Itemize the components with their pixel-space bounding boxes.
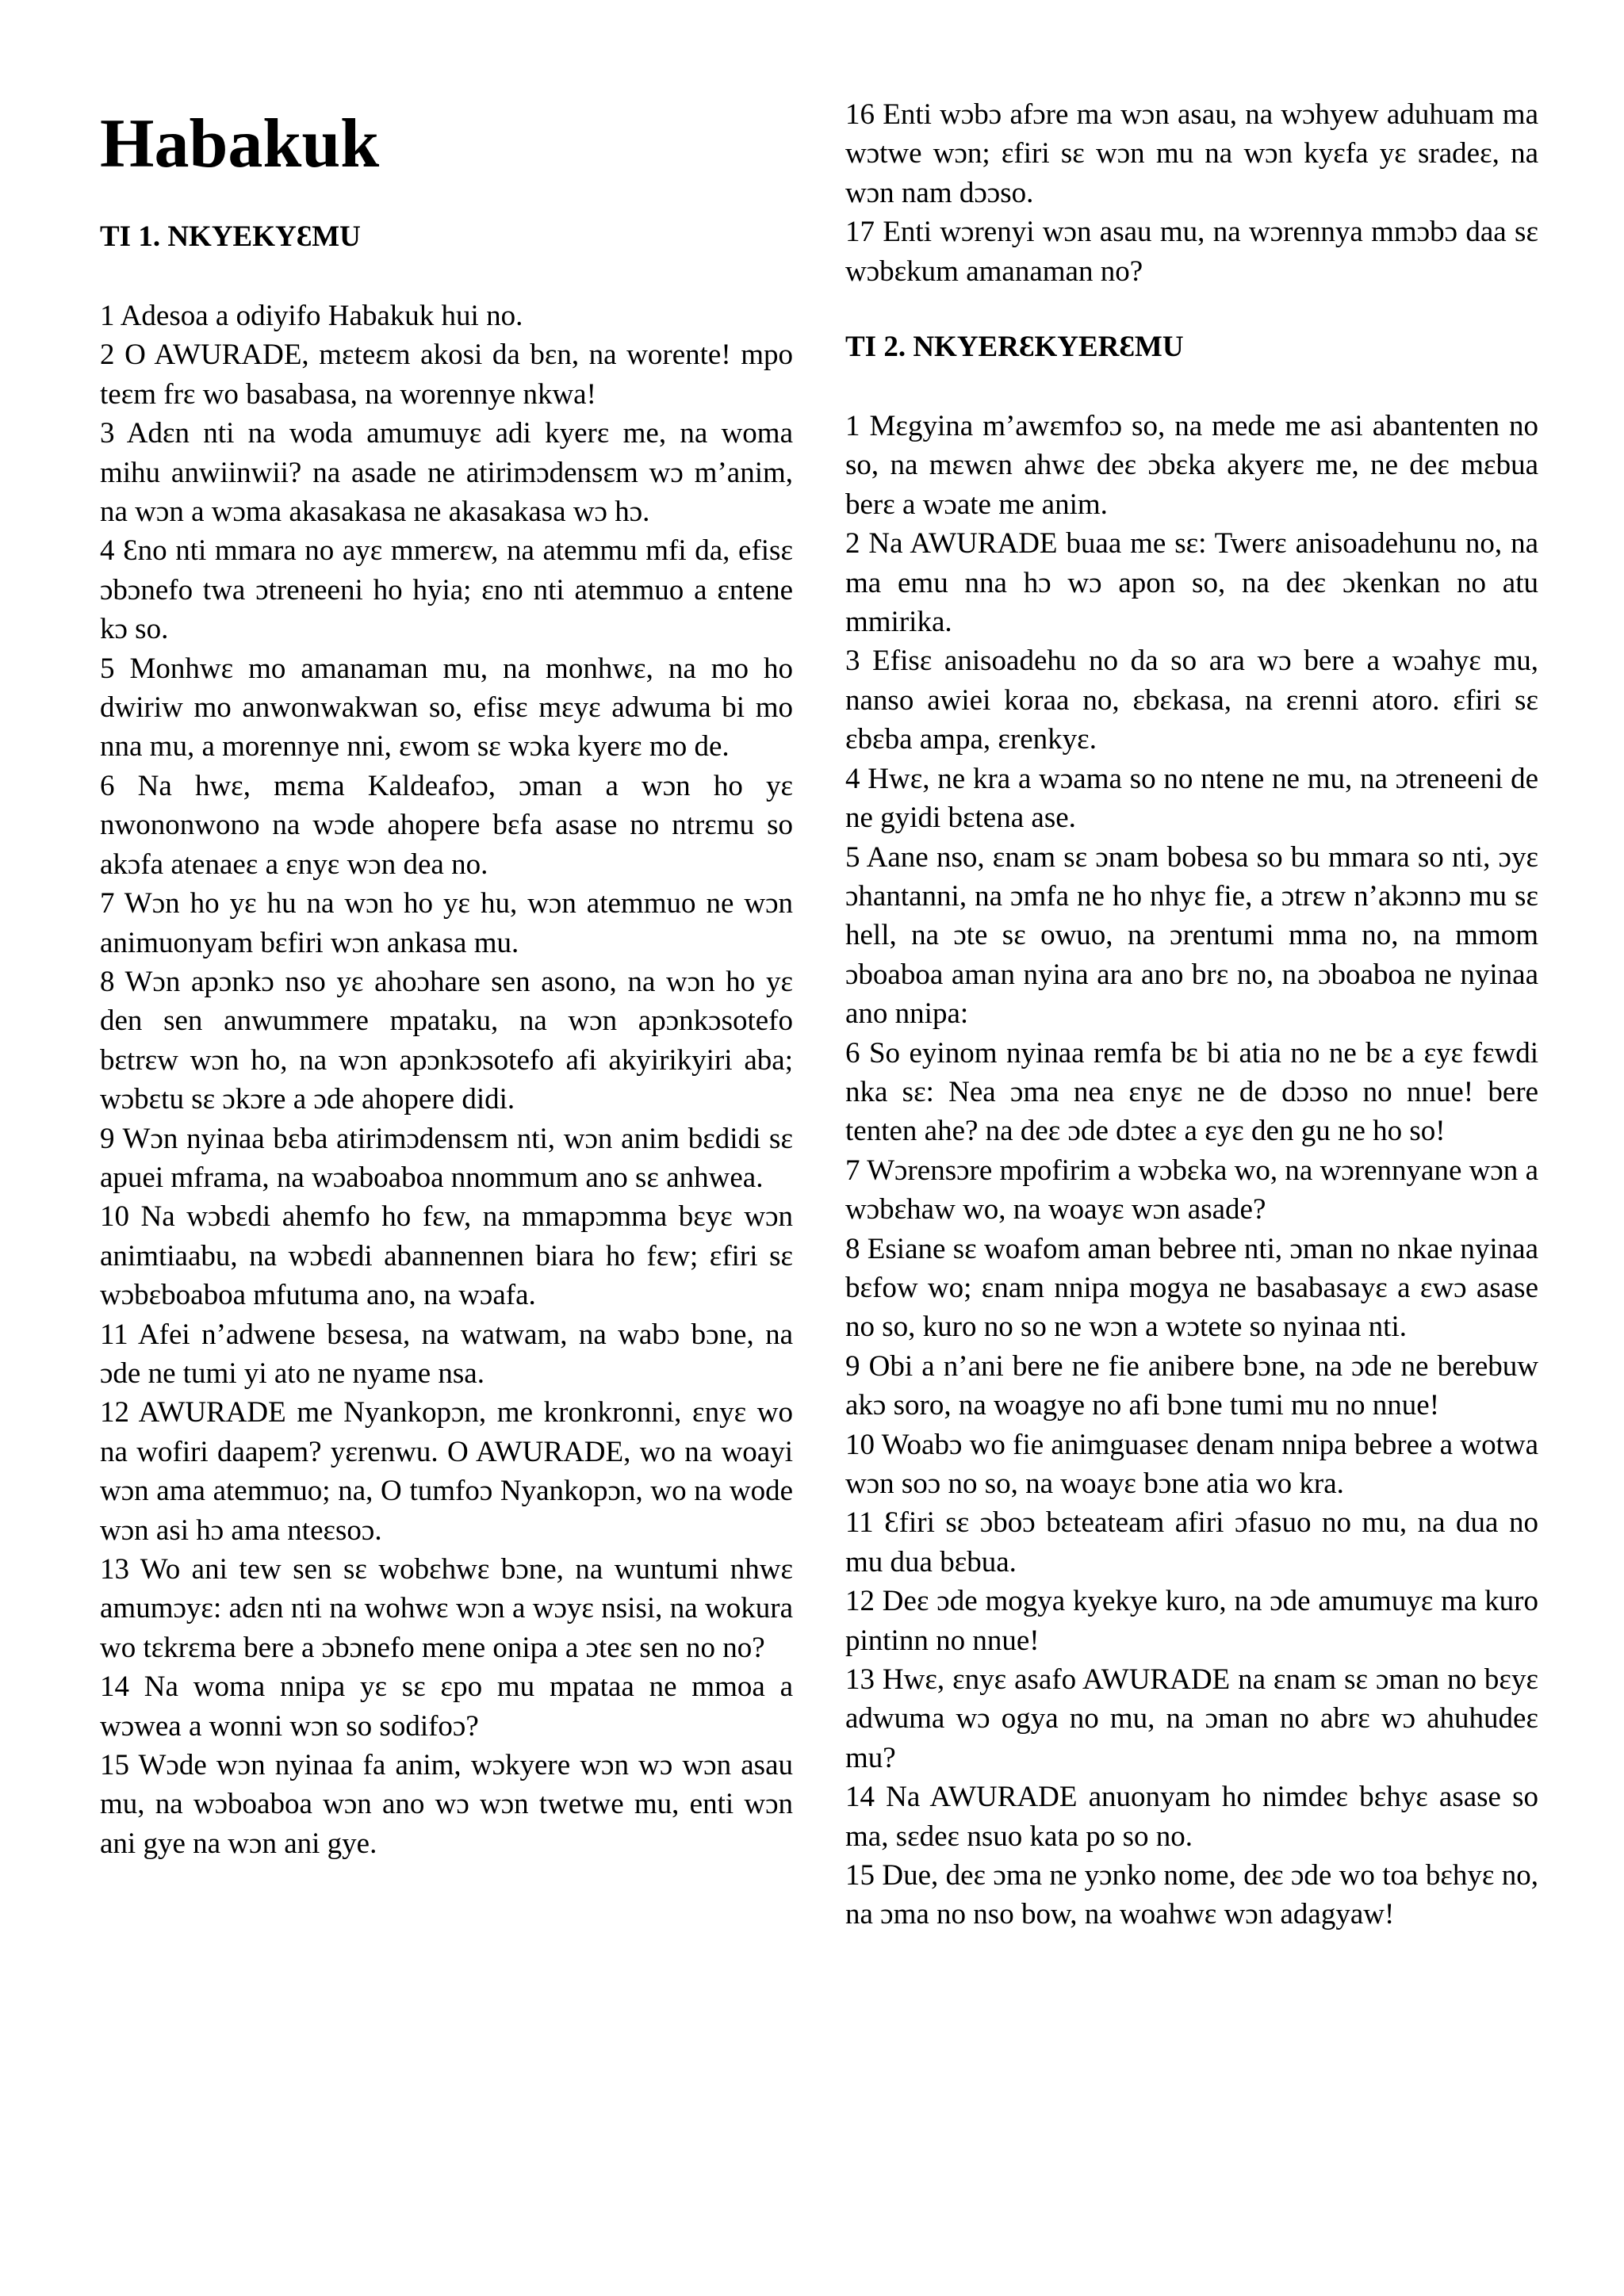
verse: 1 Mɛgyina m’awɛmfoɔ so, na mede me asi abantenten no so, na mɛwɛn ahwɛ deɛ ɔbɛka akyerɛ me, ne deɛ mɛbua berɛ a wɔate me anim.	[845, 410, 1538, 521]
verse: 15 Due, deɛ ɔma ne yɔnko nome, deɛ ɔde wo toa bɛhyɛ no, na ɔma no nso bow, na woahwɛ wɔn adagyaw!	[845, 1859, 1538, 1931]
verse: 2 Na AWURADE buaa me sɛ: Twerɛ anisoadehunu no, na ma emu nna hɔ wɔ apon so, na deɛ ɔkenkan no atu mmirika.	[845, 527, 1538, 639]
verse: 15 Wɔde wɔn nyinaa fa anim, wɔkyere wɔn wɔ wɔn asau mu, na wɔboaboa wɔn ano wɔ wɔn twetwe mu, enti wɔn ani gye na wɔn ani gye.	[100, 1749, 793, 1860]
verse: 10 Na wɔbɛdi ahemfo ho fɛw, na mmapɔmma bɛyɛ wɔn animtiaabu, na wɔbɛdi abannennen biara ho fɛw; ɛfiri sɛ wɔbɛboaboa mfutuma ano, na wɔafa.	[100, 1200, 793, 1312]
verse: 12 AWURADE me Nyankopɔn, me kronkronni, ɛnyɛ wo na wofiri daapem? yɛrenwu. O AWURADE, wo na woayi wɔn ama atemmuo; na, O tumfoɔ Nyankopɔn, wo na wode wɔn asi hɔ ama nteɛsoɔ.	[100, 1396, 793, 1547]
verse: 13 Hwɛ, ɛnyɛ asafo AWURADE na ɛnam sɛ ɔman no bɛyɛ adwuma wɔ ogya no mu, na ɔman no abrɛ wɔ ahuhudeɛ mu?	[845, 1663, 1538, 1774]
verse: 14 Na AWURADE anuonyam ho nimdeɛ bɛhyɛ asase so ma, sɛdeɛ nsuo kata po so no.	[845, 1781, 1538, 1853]
verse: 4 Hwɛ, ne kra a wɔama so no ntene ne mu, na ɔtreneeni de ne gyidi bɛtena ase.	[845, 762, 1538, 835]
verse: 8 Wɔn apɔnkɔ nso yɛ ahoɔhare sen asono, na wɔn ho yɛ den sen anwummere mpataku, na wɔn apɔnkɔsotefo bɛtrɛw wɔn ho, na wɔn apɔnkɔsotefo afi akyirikyiri aba; wɔbɛtu sɛ ɔkɔre a ɔde ahopere didi.	[100, 965, 793, 1116]
verse: 7 Wɔrensɔre mpofirim a wɔbɛka wo, na wɔrennyane wɔn a wɔbɛhaw wo, na woayɛ wɔn asade?	[845, 1154, 1538, 1226]
verse: 9 Obi a n’ani bere ne fie anibere bɔne, na ɔde ne berebuw akɔ soro, na woagye no afi bɔne tumi mu no nnue!	[845, 1349, 1538, 1422]
verse: 10 Woabɔ wo fie animguaseɛ denam nnipa bebree a wotwa wɔn soɔ no so, na woayɛ bɔne atia wo kra.	[845, 1428, 1538, 1500]
verse: 4 Ɛno nti mmara no ayɛ mmerɛw, na atemmu mfi da, efisɛ ɔbɔnefo twa ɔtreneeni ho hyia; ɛno nti atemmuo a ɛntene kɔ so.	[100, 534, 793, 646]
verse: 16 Enti wɔbɔ afɔre ma wɔn asau, na wɔhyew aduhuam ma wɔtwe wɔn; ɛfiri sɛ wɔn mu na wɔn kyɛfa yɛ sradeɛ, na wɔn nam dɔɔso.	[845, 98, 1538, 209]
verse: 5 Aane nso, ɛnam sɛ ɔnam bobesa so bu mmara so nti, ɔyɛ ɔhantanni, na ɔmfa ne ho nhyɛ fie, a ɔtrɛw n’akɔnnɔ mu sɛ hell, na ɔte sɛ owuo, na ɔrentumi mma no, na mmom ɔboaboa aman nyina ara ano brɛ no, na ɔboaboa ne nyinaa ano nnipa:	[845, 840, 1538, 1031]
verse: 12 Deɛ ɔde mogya kyekye kuro, na ɔde amumuyɛ ma kuro pintinn no nnue!	[845, 1585, 1538, 1657]
verse: 17 Enti wɔrenyi wɔn asau mu, na wɔrennya mmɔbɔ daa sɛ wɔbɛkum amanaman no?	[845, 216, 1538, 288]
verse: 14 Na woma nnipa yɛ sɛ ɛpo mu mpataa ne mmoa a wɔwea a wonni wɔn so sodifoɔ?	[100, 1670, 793, 1743]
verse: 5 Monhwɛ mo amanaman mu, na monhwɛ, na mo ho dwiriw mo anwonwakwan so, efisɛ mɛyɛ adwuma bi mo nna mu, a morennye nni, ɛwom sɛ wɔka kyerɛ mo de.	[100, 652, 793, 763]
verse: 9 Wɔn nyinaa bɛba atirimɔdensɛm nti, wɔn anim bɛdidi sɛ apuei mframa, na wɔaboaboa nnommum ano sɛ anhwea.	[100, 1122, 793, 1194]
left-column	[100, 95, 793, 1863]
verse: 8 Esiane sɛ woafom aman bebree nti, ɔman no nkae nyinaa bɛfow wo; ɛnam nnipa mogya ne basabasayɛ a ɛwɔ asase no so, kuro no so ne wɔn a wɔtete so nyinaa nti.	[845, 1232, 1538, 1344]
chapter-2-heading: TI 2. NKYERƐKYERƐMU	[845, 331, 1184, 364]
verse: 7 Wɔn ho yɛ hu na wɔn ho yɛ hu, wɔn atemmuo ne wɔn animuonyam bɛfiri wɔn ankasa mu.	[100, 887, 793, 959]
verse: 6 Na hwɛ, mɛma Kaldeafoɔ, ɔman a wɔn ho yɛ nwononwono na wɔde ahopere bɛfa asase no ntrɛmu so akɔfa atenaeɛ a ɛnyɛ wɔn dea no.	[100, 769, 793, 881]
verse: 13 Wo ani tew sen sɛ wobɛhwɛ bɔne, na wuntumi nhwɛ amumɔyɛ: adɛn nti na wohwɛ wɔn a wɔyɛ nsisi, na wokura wo tɛkrɛma bere a ɔbɔnefo mene onipa a ɔteɛ sen no no?	[100, 1553, 793, 1664]
verse: 3 Efisɛ anisoadehu no da so ara wɔ bere a wɔahyɛ mu, nanso awiei koraa no, ɛbɛkasa, na ɛrenni atoro. ɛfiri sɛ ɛbɛba ampa, ɛrenkyɛ.	[845, 645, 1538, 756]
verse: 11 Ɛfiri sɛ ɔboɔ bɛteateam afiri ɔfasuo no mu, na dua no mu dua bɛbua.	[845, 1506, 1538, 1578]
book-title: Habakuk	[100, 105, 380, 182]
chapter-1-heading: TI 1. NKYEKYƐMU	[100, 220, 361, 253]
verse: 6 So eyinom nyinaa remfa bɛ bi atia no ne bɛ a ɛyɛ fɛwdi nka sɛ: Nea ɔma nea ɛnyɛ ne de dɔɔso no nnue! bere tenten ahe? na deɛ ɔde dɔteɛ a ɛyɛ den gu ne ho so!	[845, 1036, 1538, 1148]
verse: 2 O AWURADE, mɛteɛm akosi da bɛn, na worente! mpo teɛm frɛ wo basabasa, na worennye nkwa!	[100, 339, 793, 411]
verse: 3 Adɛn nti na woda amumuyɛ adi kyerɛ me, na woma mihu anwiinwii? na asade ne atirimɔdensɛm wɔ m’anim, na wɔn a wɔma akasakasa ne akasakasa wɔ hɔ.	[100, 417, 793, 529]
verse: 1 Adesoa a odiyifo Habakuk hui no.	[100, 300, 523, 332]
verse: 11 Afei n’adwene bɛsesa, na watwam, na wabɔ bɔne, na ɔde ne tumi yi ato ne nyame nsa.	[100, 1318, 793, 1390]
right-column	[845, 95, 1538, 1934]
